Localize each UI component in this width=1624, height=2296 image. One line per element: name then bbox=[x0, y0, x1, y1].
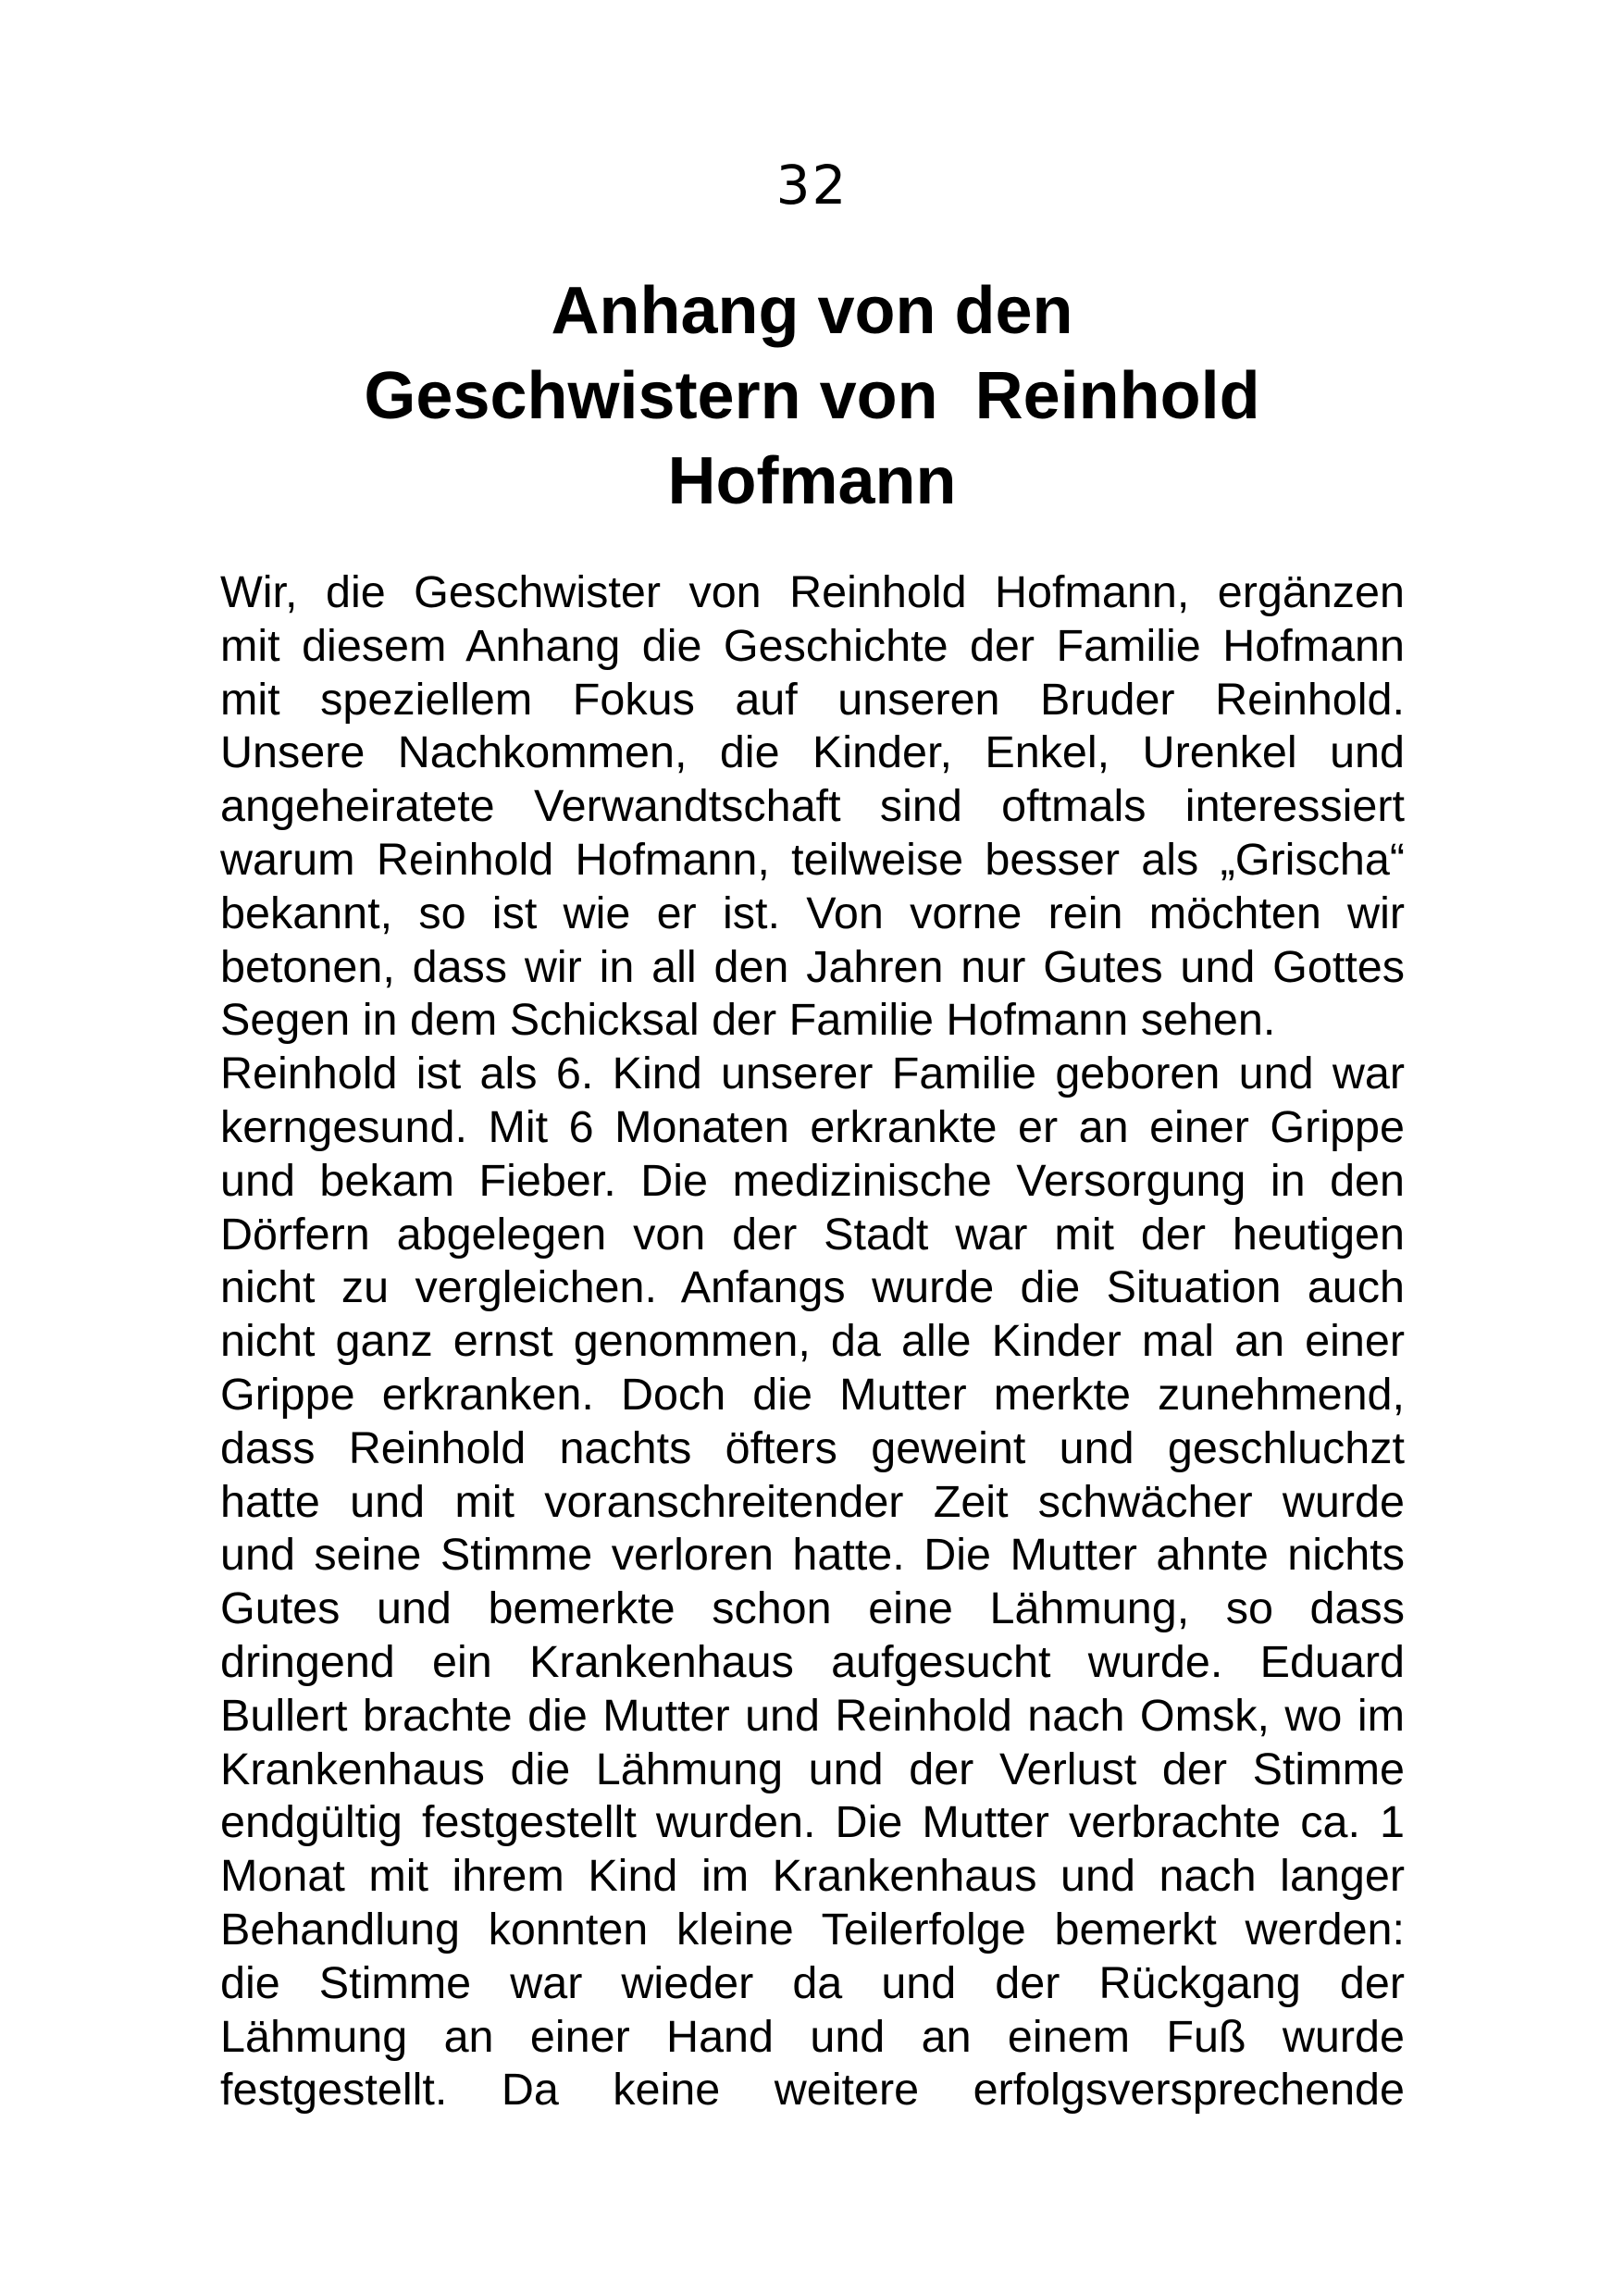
title-line: Geschwistern von Reinhold bbox=[364, 359, 1260, 433]
body-line: nicht ganz ernst genommen, da alle Kinder mal an einer bbox=[220, 1316, 1405, 1367]
body-line: und bekam Fieber. Die medizinische Versorgung in den bbox=[220, 1155, 1405, 1206]
body-line: endgültig festgestellt wurden. Die Mutter verbrachte ca. 1 bbox=[220, 1797, 1405, 1848]
body-line: Unsere Nachkommen, die Kinder, Enkel, Urenkel und bbox=[220, 727, 1405, 778]
page-title bbox=[278, 268, 1346, 524]
page-number: 32 bbox=[775, 154, 849, 217]
body-line: Grippe erkranken. Doch die Mutter merkte zunehmend, bbox=[220, 1369, 1405, 1420]
body-line: Behandlung konnten kleine Teilerfolge bemerkt werden: bbox=[220, 1904, 1405, 1955]
body-line: und seine Stimme verloren hatte. Die Mutter ahnte nichts bbox=[220, 1530, 1405, 1581]
body-line: mit speziellem Fokus auf unseren Bruder Reinhold. bbox=[220, 674, 1405, 725]
body-line: Segen in dem Schicksal der Familie Hofmann sehen. bbox=[220, 995, 1276, 1046]
title-line: Anhang von den bbox=[551, 274, 1073, 348]
body-line: warum Reinhold Hofmann, teilweise besser als „Grischa“ bbox=[220, 834, 1405, 885]
body-line: mit diesem Anhang die Geschichte der Familie Hofmann bbox=[220, 620, 1405, 671]
body-line: hatte und mit voranschreitender Zeit schwächer wurde bbox=[220, 1476, 1405, 1527]
body-line: Monat mit ihrem Kind im Krankenhaus und nach langer bbox=[220, 1851, 1405, 1902]
body-line: die Stimme war wieder da und der Rückgang der bbox=[220, 1957, 1405, 2008]
body-line: Krankenhaus die Lähmung und der Verlust der Stimme bbox=[220, 1744, 1405, 1794]
body-line: kerngesund. Mit 6 Monaten erkrankte er an einer Grippe bbox=[220, 1101, 1405, 1152]
body-line: Reinhold ist als 6. Kind unserer Familie geboren und war bbox=[220, 1049, 1405, 1099]
body-line: dringend ein Krankenhaus aufgesucht wurde. Eduard bbox=[220, 1636, 1405, 1687]
body-line: Bullert brachte die Mutter und Reinhold nach Omsk, wo im bbox=[220, 1690, 1405, 1741]
body-line: Wir, die Geschwister von Reinhold Hofmann, ergänzen bbox=[220, 567, 1405, 617]
body-line: dass Reinhold nachts öfters geweint und geschluchzt bbox=[220, 1422, 1405, 1473]
body-line: angeheiratete Verwandtschaft sind oftmals interessiert bbox=[220, 781, 1405, 832]
body-line: bekannt, so ist wie er ist. Von vorne rein möchten wir bbox=[220, 887, 1405, 938]
body-text bbox=[220, 566, 1405, 2117]
body-line: Gutes und bemerkte schon eine Lähmung, so dass bbox=[220, 1583, 1405, 1634]
body-line: Dörfern abgelegen von der Stadt war mit der heutigen bbox=[220, 1209, 1405, 1260]
title-line: Hofmann bbox=[667, 444, 957, 518]
body-line: Lähmung an einer Hand und an einem Fuß wurde bbox=[220, 2011, 1405, 2062]
body-line: nicht zu vergleichen. Anfangs wurde die Situation auch bbox=[220, 1262, 1405, 1313]
body-line: festgestellt. Da keine weitere erfolgsversprechende bbox=[220, 2065, 1405, 2116]
body-line: betonen, dass wir in all den Jahren nur Gutes und Gottes bbox=[220, 941, 1405, 992]
